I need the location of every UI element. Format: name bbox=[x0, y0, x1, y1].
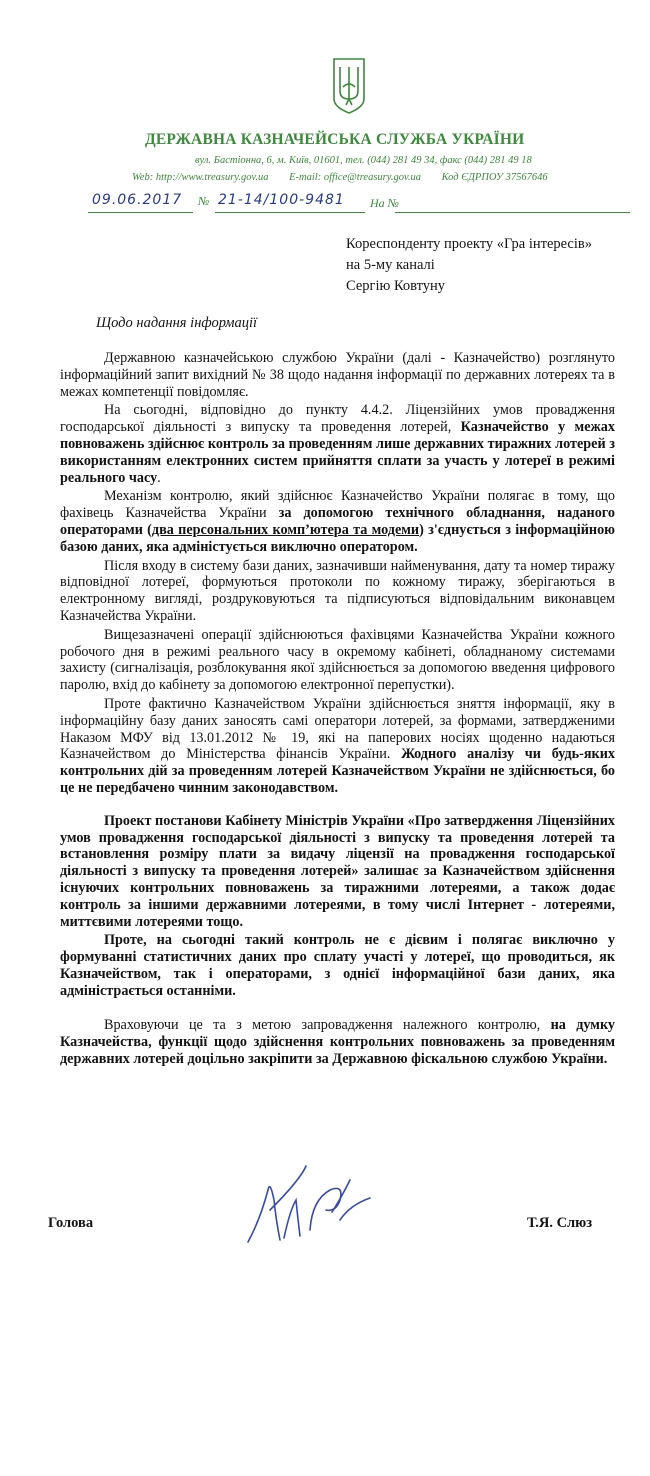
date-underline bbox=[88, 212, 193, 213]
registration-number: 21-14/100-9481 bbox=[218, 192, 345, 208]
paragraph: Враховуючи це та з метою запровадження належного контролю, на думку Казначейства, функції щодо здійснення контрольних повноважень за проведенням державних лотерей доцільно закріпити за Державною фіскальною службою України. bbox=[60, 1017, 616, 1068]
reply-underline bbox=[395, 212, 630, 213]
agency-email: E-mail: office@treasury.gov.ua bbox=[289, 172, 421, 183]
number-underline bbox=[215, 212, 365, 213]
registration-date: 09.06.2017 bbox=[92, 192, 183, 208]
recipient-line: на 5-му каналі bbox=[346, 257, 435, 273]
agency-name: ДЕРЖАВНА КАЗНАЧЕЙСЬКА СЛУЖБА УКРАЇНИ bbox=[145, 131, 525, 148]
trident-emblem-icon bbox=[330, 55, 368, 115]
paragraph: Механізм контролю, який здійснює Казначейство України полягає в тому, що фахівець Казначейства України за допомогою технічного обладнання, наданого операторами (два персональних комп’ютера та модеми) з'єднується з інформаційною базою даних, яка адміністується виключно оператором. bbox=[60, 488, 616, 555]
recipient-line: Кореспонденту проекту «Гра інтересів» bbox=[346, 236, 592, 252]
paragraph: На сьогодні, відповідно до пункту 4.4.2. Ліцензійних умов провадження господарської діяльності з випуску та проведення лотерей, Казначейство у межах повноважень здійснює контроль за проведенням лише державних тиражних лотерей з використанням електронних систем прийняття сплати за участь у лотереї в режимі реального часу. bbox=[60, 402, 615, 486]
paragraph: Проект постанови Кабінету Міністрів України «Про затвердження Ліцензійних умов провадження господарської діяльності з випуску та проведення лотерей та встановлення розміру плати за видачу ліцензії на провадження господарської діяльності з випуску та проведення лотерей» залишає за Казначейством здійснення існуючих контрольних повноважень за тиражними лотереями, а також додає контроль за іншими державними лотереями, в тому числі Інтернет - лотереями, миттєвими лотереями тощо. bbox=[60, 812, 615, 930]
signatory-title: Голова bbox=[48, 1215, 94, 1231]
agency-contacts bbox=[132, 172, 566, 183]
signatory-name: Т.Я. Слюз bbox=[527, 1215, 593, 1231]
registration-number-label: № bbox=[198, 194, 210, 208]
handwritten-signature-icon bbox=[240, 1160, 380, 1250]
paragraph: Проте, на сьогодні такий контроль не є дієвим і полягає виключно у формуванні статистичних даних про сплату участі у лотереї, що проводиться, як Казначейством, так і операторами, з однієї інформаційної бази даних, яка адміністрається останніми. bbox=[60, 932, 615, 999]
reply-number-label: На № bbox=[370, 196, 399, 210]
agency-web: Web: http://www.treasury.gov.ua bbox=[132, 172, 269, 183]
paragraph: Державною казначейською службою України (далі - Казначейство) розглянуто інформаційний запит вихідний № 38 щодо надання інформації по державних лотереях та в межах компетенції повідомляє. bbox=[60, 350, 615, 400]
paragraph: Вищезазначені операції здійснюються фахівцями Казначейства України кожного робочого дня в режимі реального часу в окремому кабінеті, обладнаному системами захисту (сигналізація, розблокування якої здійснюється за допомогою введення цифрового паролю, вхід до кабінету за допомогою електронної перепустки). bbox=[60, 626, 615, 694]
agency-edrpou: Код ЄДРПОУ 37567646 bbox=[441, 172, 548, 183]
agency-address: вул. Бастіонна, 6, м. Київ, 01601, тел. (044) 281 49 34, факс (044) 281 49 18 bbox=[195, 155, 532, 166]
letter-subject: Щодо надання інформації bbox=[96, 315, 258, 331]
recipient-line: Сергію Ковтуну bbox=[346, 278, 446, 294]
paragraph: Після входу в систему бази даних, зазначивши найменування, дату та номер тиражу відповідної лотереї, формуються протоколи по кожному тиражу, зберігаються в електронному вигляді, роздруковуються та підписуються відповідальним виконавцем Казначейства України. bbox=[60, 557, 615, 624]
letter-body bbox=[60, 350, 615, 1070]
recipient-block bbox=[346, 234, 592, 297]
paragraph: Проте фактично Казначейством України здійснюється зняття інформації, яку в інформаційну базу даних заносять самі оператори лотерей, за формами, затвердженими Наказом МФУ від 13.01.2012 № 19, які на паперових носіях щоденно надаються Казначейством до Міністерства фінансів України. Жодного аналізу чи будь-яких контрольних дій за проведенням лотерей Казначейством України не здійснюється, бо це не передбачено чинним законодавством. bbox=[60, 695, 616, 796]
